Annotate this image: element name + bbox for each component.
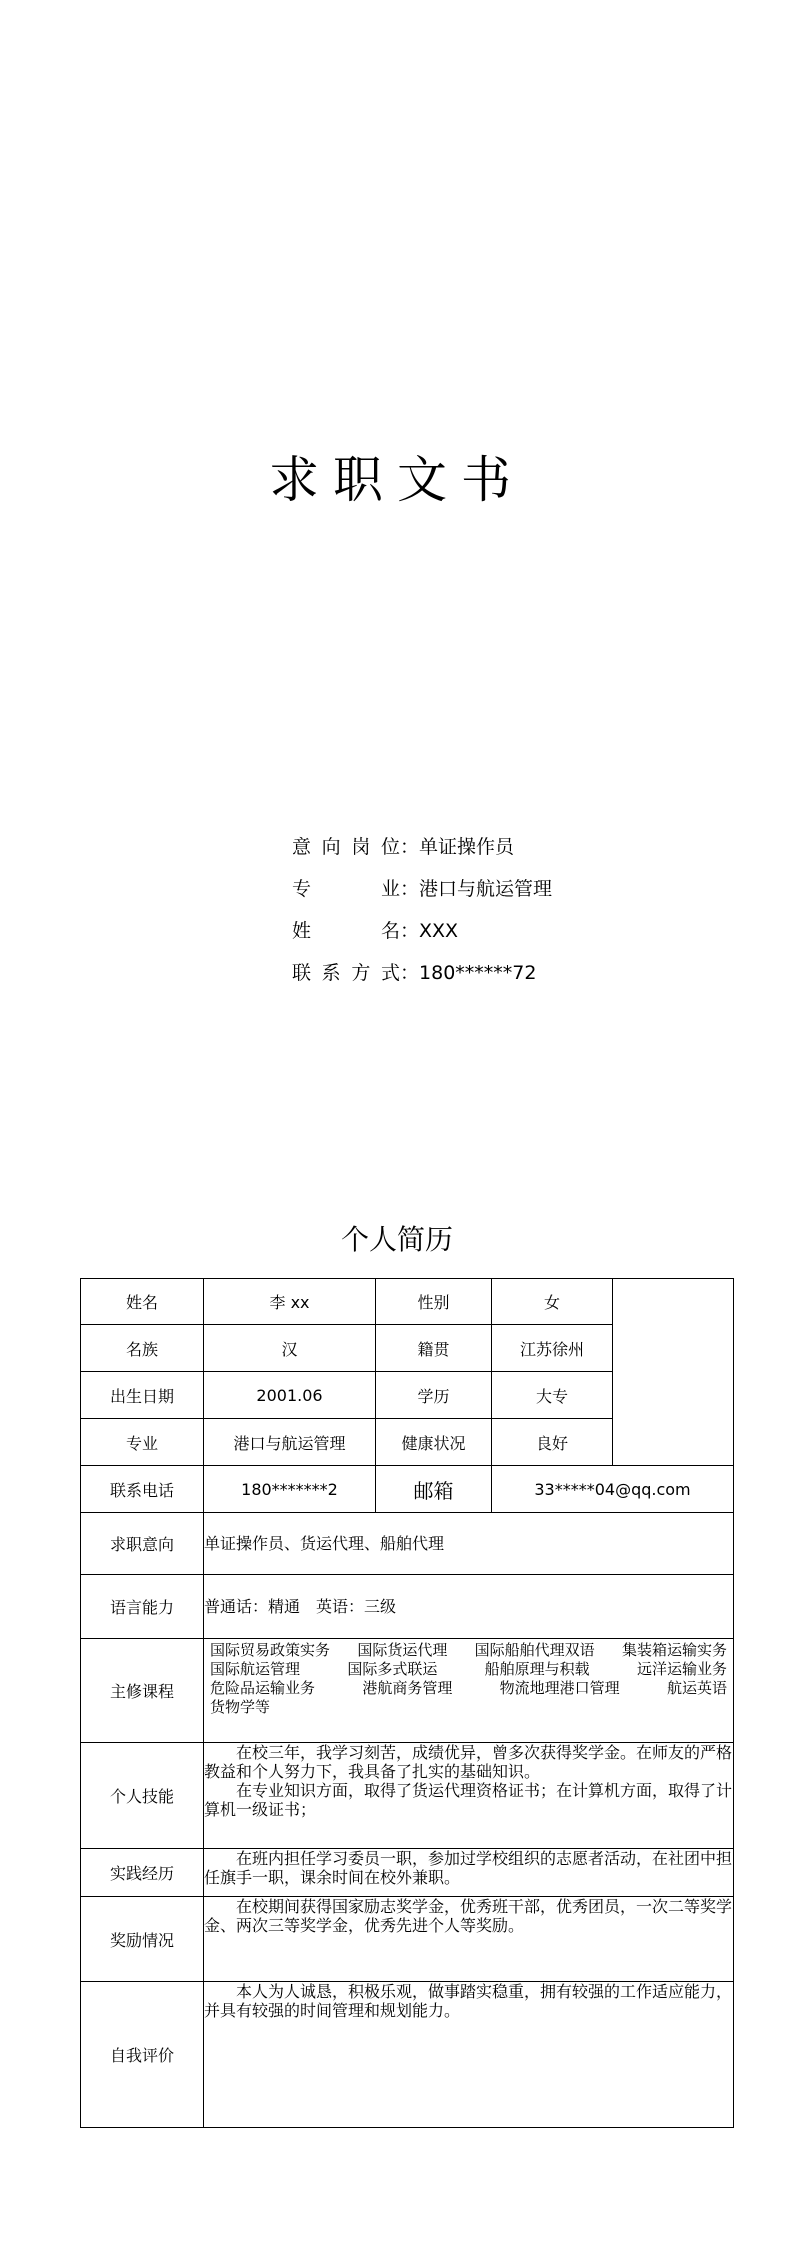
awards-label: 奖励情况 <box>81 1897 204 1982</box>
education-value: 大专 <box>492 1372 613 1419</box>
gender-label: 性别 <box>376 1279 492 1325</box>
course-item: 危险品运输业务 <box>210 1679 316 1697</box>
health-value: 良好 <box>492 1419 613 1466</box>
phone-value: 180*******2 <box>204 1466 376 1513</box>
practice-cell <box>204 1849 734 1897</box>
course-item: 物流地理港口管理 <box>499 1679 620 1697</box>
education-label: 学历 <box>376 1372 492 1419</box>
cover-field-label: 专业 <box>292 878 400 900</box>
cover-field-position: 意向岗位：单证操作员 <box>292 826 552 868</box>
course-item: 国际航运管理 <box>210 1660 301 1678</box>
table-row <box>81 1575 734 1639</box>
cover-field-label: 联系方式 <box>292 962 400 984</box>
language-value: 普通话：精通 英语：三级 <box>204 1575 734 1639</box>
table-row <box>81 1982 734 2128</box>
courses-list <box>204 1639 733 1719</box>
courses-line <box>210 1660 727 1679</box>
table-row <box>81 1897 734 1982</box>
birth-label: 出生日期 <box>81 1372 204 1419</box>
health-label: 健康状况 <box>376 1419 492 1466</box>
cover-field-contact: 联系方式：180******72 <box>292 952 552 994</box>
cover-field-name: 姓名：XXX <box>292 910 552 952</box>
major-label: 专业 <box>81 1419 204 1466</box>
course-item: 国际货运代理 <box>357 1641 448 1659</box>
skills-cell <box>204 1743 734 1849</box>
skills-paragraph: 在校三年，我学习刻苦，成绩优异，曾多次获得奖学金。在师友的严格教益和个人努力下，我具备了扎实的基础知识。 <box>204 1743 733 1781</box>
birth-value: 2001.06 <box>204 1372 376 1419</box>
phone-label: 联系电话 <box>81 1466 204 1513</box>
courses-line <box>210 1698 727 1717</box>
course-item: 船舶原理与积载 <box>484 1660 590 1678</box>
cover-field-label: 姓名 <box>292 920 400 942</box>
cover-field-label: 意向岗位 <box>292 836 400 858</box>
name-value: 李 xx <box>204 1279 376 1325</box>
course-item: 航运英语 <box>666 1679 727 1697</box>
ethnicity-value: 汉 <box>204 1325 376 1372</box>
cover-field-value: 180******72 <box>419 962 537 984</box>
self-evaluation-value: 本人为人诚恳，积极乐观，做事踏实稳重，拥有较强的工作适应能力，并具有较强的时间管理和规划能力。 <box>204 1982 733 2020</box>
course-item: 国际船舶代理双语 <box>474 1641 595 1659</box>
origin-label: 籍贯 <box>376 1325 492 1372</box>
table-row <box>81 1466 734 1513</box>
course-item: 国际多式联运 <box>347 1660 438 1678</box>
courses-line <box>210 1679 727 1698</box>
intent-value: 单证操作员、货运代理、船舶代理 <box>204 1513 734 1575</box>
table-row <box>81 1279 734 1325</box>
table-row <box>81 1849 734 1897</box>
resume-title: 个人简历 <box>340 1223 453 1256</box>
resume-table <box>80 1278 734 2128</box>
course-item: 货物学等 <box>210 1698 271 1716</box>
course-item: 港航商务管理 <box>362 1679 453 1697</box>
table-row <box>81 1743 734 1849</box>
cover-info <box>292 826 552 994</box>
gender-value: 女 <box>492 1279 613 1325</box>
awards-value: 在校期间获得国家励志奖学金，优秀班干部，优秀团员，一次二等奖学金、两次三等奖学金，优秀先进个人等奖励。 <box>204 1897 733 1935</box>
cover-field-value: 单证操作员 <box>419 836 515 858</box>
cover-field-value: XXX <box>419 920 459 942</box>
intent-label: 求职意向 <box>81 1513 204 1575</box>
name-label: 姓名 <box>81 1279 204 1325</box>
practice-value: 在班内担任学习委员一职，参加过学校组织的志愿者活动，在社团中担任旗手一职，课余时间在校外兼职。 <box>204 1849 733 1887</box>
major-value: 港口与航运管理 <box>204 1419 376 1466</box>
courses-label: 主修课程 <box>81 1639 204 1743</box>
origin-value: 江苏徐州 <box>492 1325 613 1372</box>
language-label: 语言能力 <box>81 1575 204 1639</box>
skills-paragraph: 在专业知识方面，取得了货运代理资格证书；在计算机方面，取得了计算机一级证书； <box>204 1781 733 1819</box>
self-evaluation-cell <box>204 1982 734 2128</box>
skills-label: 个人技能 <box>81 1743 204 1849</box>
table-row <box>81 1513 734 1575</box>
course-item: 国际贸易政策实务 <box>210 1641 331 1659</box>
practice-label: 实践经历 <box>81 1849 204 1897</box>
course-item: 远洋运输业务 <box>636 1660 727 1678</box>
email-value: 33*****04@qq.com <box>492 1466 734 1513</box>
cover-field-major: 专业：港口与航运管理 <box>292 868 552 910</box>
email-label: 邮箱 <box>376 1466 492 1513</box>
cover-title: 求职文书 <box>269 451 525 509</box>
courses-line <box>210 1641 727 1660</box>
photo-cell <box>613 1279 734 1466</box>
cover-field-value: 港口与航运管理 <box>419 878 553 900</box>
ethnicity-label: 名族 <box>81 1325 204 1372</box>
awards-cell <box>204 1897 734 1982</box>
self-evaluation-label: 自我评价 <box>81 1982 204 2128</box>
course-item: 集装箱运输实务 <box>621 1641 727 1659</box>
table-row <box>81 1639 734 1743</box>
courses-cell <box>204 1639 734 1743</box>
